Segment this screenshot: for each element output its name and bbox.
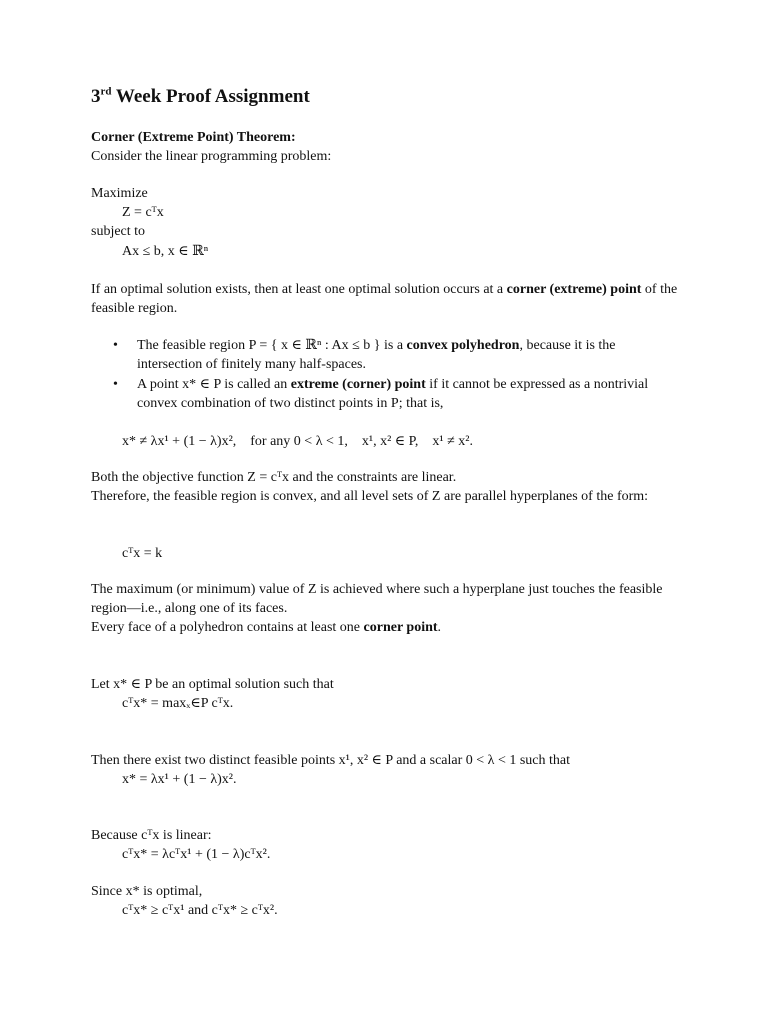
maximize-label: Maximize [91, 186, 148, 201]
subject-to-label: subject to [91, 224, 146, 239]
objective-equation: Z = cᵀx [122, 205, 164, 220]
theorem-intro: Consider the linear programming problem: [91, 149, 332, 164]
bullet-text: The feasible region P = { x ∈ ℝⁿ : Ax ≤ b } is a convex polyhedron, because it is the intersection of finitely many half-spaces. [137, 338, 616, 372]
proof-since-line: Since x* is optimal, [91, 884, 203, 899]
inequality-equation: cᵀx* ≥ cᵀx¹ and cᵀx* ≥ cᵀx². [122, 903, 278, 918]
bullet-dot: • [113, 338, 118, 353]
bullet-text: A point x* ∈ P is called an extreme (corner) point if it cannot be expressed as a nontrivial convex combination of two distinct points in P; that is, [137, 377, 649, 411]
hyperplane-equation: cᵀx = k [122, 546, 163, 561]
proof-because-line: Because cᵀx is linear: [91, 828, 212, 843]
face-corner-line: Every face of a polyhedron contains at least one corner point. [91, 620, 442, 635]
title-superscript: rd [100, 85, 112, 98]
page-title [91, 85, 310, 109]
linearity-line: Both the objective function Z = cᵀx and the constraints are linear. [91, 470, 457, 485]
proof-let-line: Let x* ∈ P be an optimal solution such that [91, 677, 334, 692]
title-rest: Week Proof Assignment [111, 86, 310, 107]
linearity-equation: cᵀx* = λcᵀx¹ + (1 − λ)cᵀx². [122, 847, 271, 862]
convex-combination-equation: x* = λx¹ + (1 − λ)x². [122, 772, 237, 787]
theorem-heading: Corner (Extreme Point) Theorem: [91, 130, 296, 145]
bullet-dot: • [113, 377, 118, 392]
title-prefix: 3 [91, 86, 101, 107]
theorem-statement: If an optimal solution exists, then at least one optimal solution occurs at a corner (extreme) point of the feasible region. [91, 282, 678, 316]
extreme-point-condition: x* ≠ λx¹ + (1 − λ)x², for any 0 < λ < 1, x¹, x² ∈ P, x¹ ≠ x². [122, 434, 473, 449]
convexity-paragraph: Therefore, the feasible region is convex, and all level sets of Z are parallel hyperplanes of the form: [91, 489, 649, 504]
optimality-equation: cᵀx* = maxₓ∈P cᵀx. [122, 696, 234, 711]
constraint-equation: Ax ≤ b, x ∈ ℝⁿ [122, 244, 209, 259]
proof-then-line: Then there exist two distinct feasible points x¹, x² ∈ P and a scalar 0 < λ < 1 such that [91, 753, 570, 768]
maximum-paragraph: The maximum (or minimum) value of Z is achieved where such a hyperplane just touches the feasible region—i.e., along one of its faces. [91, 582, 663, 616]
